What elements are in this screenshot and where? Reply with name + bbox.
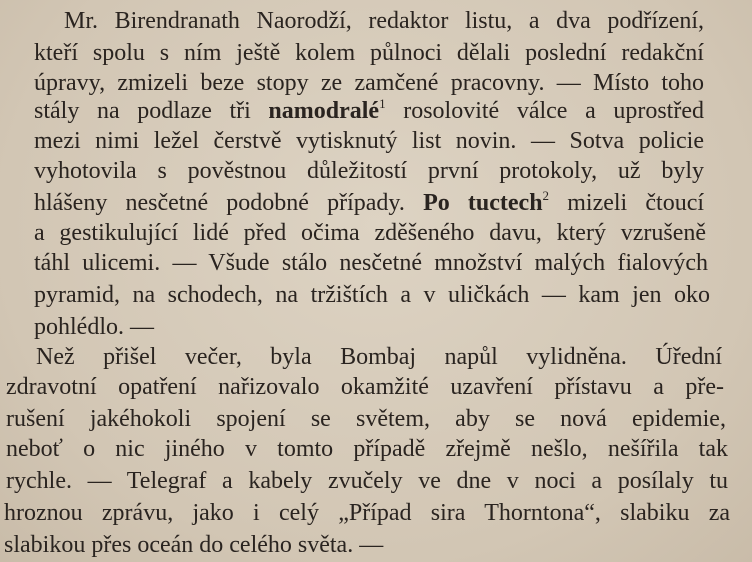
text-line [34, 280, 710, 310]
line-text [34, 218, 706, 248]
text-run: a gestikulující lidé před očima zděšeného davu, který vzrušeně [34, 220, 707, 246]
text-line [6, 466, 728, 496]
text-run: táhl ulicemi. — Všude stálo nesčetné množství malých fialových [34, 250, 708, 276]
text-line [36, 342, 722, 372]
line-text [34, 68, 704, 98]
footnote-marker: 2 [542, 188, 550, 203]
text-run: kteří spolu s ním ještě kolem půlnoci dělali poslední redakční [34, 40, 704, 66]
text-line [34, 96, 704, 126]
line-text [4, 498, 730, 528]
text-run: rušení jakéhokoli spojení se světem, aby se nová epidemie, [6, 406, 726, 432]
line-text [6, 372, 724, 402]
text-run: neboť o nic jiného v tomto případě zřejmě nešlo, nešířila tak [6, 436, 728, 462]
text-run: rychle. — Telegraf a kabely zvučely ve dne v noci a posílaly tu [6, 468, 728, 494]
line-text [4, 530, 383, 560]
line-text [6, 404, 726, 434]
text-line [34, 312, 154, 342]
text-line [6, 434, 728, 464]
text-run: mizeli čtoucí [549, 190, 705, 216]
text-run: stály na podlaze tři [34, 98, 269, 124]
text-run: Než přišel večer, byla Bombaj napůl vylidněna. Úřední [36, 344, 723, 370]
line-text [6, 434, 728, 464]
text-run: hlášeny nesčetné podobné případy. [34, 190, 424, 216]
line-text [34, 280, 710, 310]
text-run: hroznou zprávu, jako i celý „Případ sira Thorntona“, slabiku za [4, 500, 731, 526]
line-text [34, 188, 704, 218]
text-run: slabikou přes oceán do celého světa. — [4, 532, 384, 558]
text-run: vyhotovila s pověstnou důležitostí první protokoly, už byly [34, 158, 704, 184]
line-text [34, 156, 704, 186]
bold-term: Po tuctech [423, 190, 543, 216]
line-text [6, 466, 728, 496]
text-line [4, 498, 730, 528]
text-run: zdravotní opatření nařizovalo okamžité uzavření přístavu a pře- [6, 374, 724, 400]
text-line [34, 68, 704, 98]
bold-term: namodralé [268, 98, 380, 124]
text-line [6, 404, 726, 434]
text-line [34, 38, 704, 68]
line-text [64, 6, 704, 36]
text-line [34, 126, 704, 156]
text-run: úpravy, zmizeli beze stopy ze zamčené pracovny. — Místo toho [34, 70, 705, 96]
text-line [34, 156, 704, 186]
text-run: pyramid, na schodech, na tržištích a v uličkách — kam jen oko [34, 282, 710, 308]
text-line [6, 372, 724, 402]
text-line [34, 218, 706, 248]
line-text [36, 342, 722, 372]
line-text [34, 126, 704, 156]
footnote-marker: 1 [379, 96, 386, 111]
text-run: Mr. Birendranath Naorodží, redaktor listu, a dva podřízení, [64, 8, 705, 34]
text-line [64, 6, 704, 36]
text-line [34, 188, 704, 218]
text-run: mezi nimi ležel čerstvě vytisknutý list novin. — Sotva policie [34, 128, 704, 154]
text-line [34, 248, 708, 278]
line-text [34, 312, 154, 342]
text-run: rosolovité válce a uprostřed [385, 98, 704, 124]
text-run: pohlédlo. — [34, 314, 154, 340]
text-line [4, 530, 383, 560]
line-text [34, 248, 708, 278]
line-text [34, 38, 704, 68]
line-text [34, 96, 704, 126]
